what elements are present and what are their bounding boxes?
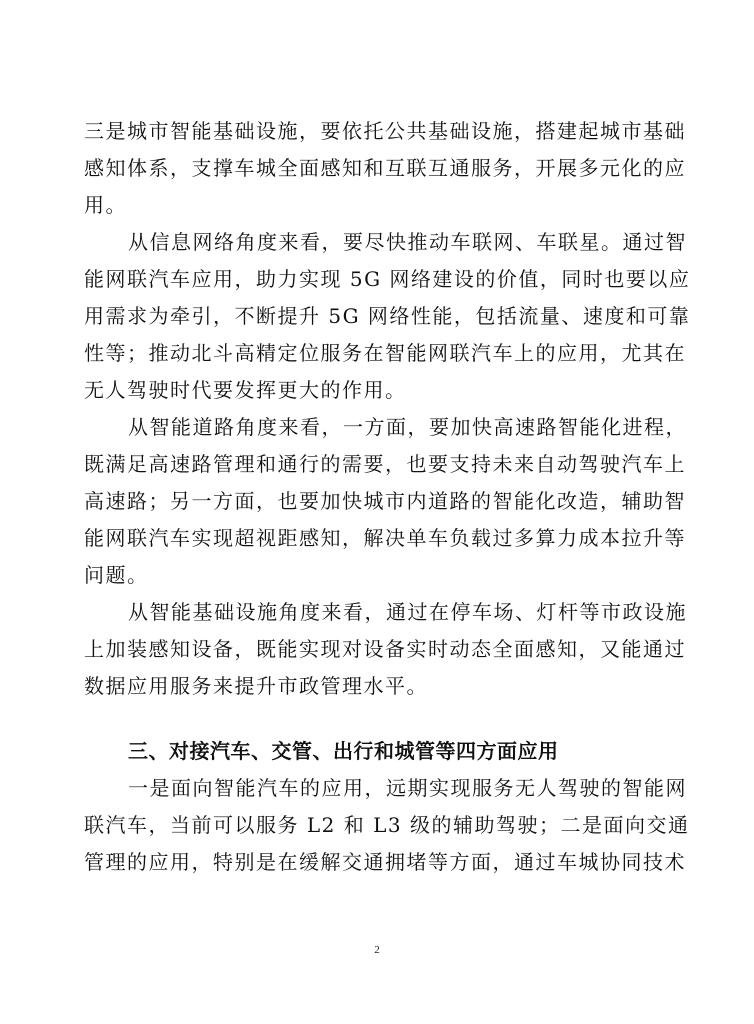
- body-line: 无人驾驶时代要发挥更大的作用。: [84, 378, 407, 402]
- body-line: 数据应用服务来提升市政管理水平。: [84, 674, 428, 698]
- section-spacer: [84, 705, 664, 733]
- body-line: 联汽车，当前可以服务 L2 和 L3 级的辅助驾驶；二是面向交通: [84, 813, 690, 837]
- paragraph-start-line: 一是面向智能汽车的应用，远期实现服务无人驾驶的智能网: [128, 776, 687, 800]
- body-line: 问题。: [84, 563, 149, 587]
- body-line: 高速路；另一方面，也要加快城市内道路的智能化改造，辅助智: [84, 489, 686, 513]
- page-number: 2: [374, 944, 380, 956]
- body-line: 三是城市智能基础设施，要依托公共基础设施，搭建起城市基础: [84, 119, 686, 143]
- paragraph-start-line: 从信息网络角度来看，要尽快推动车联网、车联星。通过智: [128, 230, 687, 254]
- body-line: 性等；推动北斗高精定位服务在智能网联汽车上的应用，尤其在: [84, 341, 686, 365]
- body-line: 用。: [84, 193, 127, 217]
- body-line: 能网联汽车应用，助力实现 5G 网络建设的价值，同时也要以应: [84, 267, 691, 291]
- document-body: [84, 113, 691, 881]
- body-line: 用需求为牵引，不断提升 5G 网络性能，包括流量、速度和可靠: [84, 304, 691, 328]
- body-line: 上加装感知设备，既能实现对设备实时动态全面感知，又能通过: [84, 637, 686, 661]
- body-line: 感知体系，支撑车城全面感知和互联互通服务，开展多元化的应: [84, 156, 686, 180]
- section-heading: 三、对接汽车、交管、出行和城管等四方面应用: [128, 739, 559, 763]
- body-line: 管理的应用，特别是在缓解交通拥堵等方面，通过车城协同技术: [84, 850, 686, 874]
- body-line: 既满足高速路管理和通行的需要，也要支持未来自动驾驶汽车上: [84, 452, 686, 476]
- paragraph-start-line: 从智能道路角度来看，一方面，要加快高速路智能化进程，: [128, 415, 687, 439]
- paragraph-start-line: 从智能基础设施角度来看，通过在停车场、灯杆等市政设施: [128, 600, 687, 624]
- body-line: 能网联汽车实现超视距感知，解决单车负载过多算力成本拉升等: [84, 526, 686, 550]
